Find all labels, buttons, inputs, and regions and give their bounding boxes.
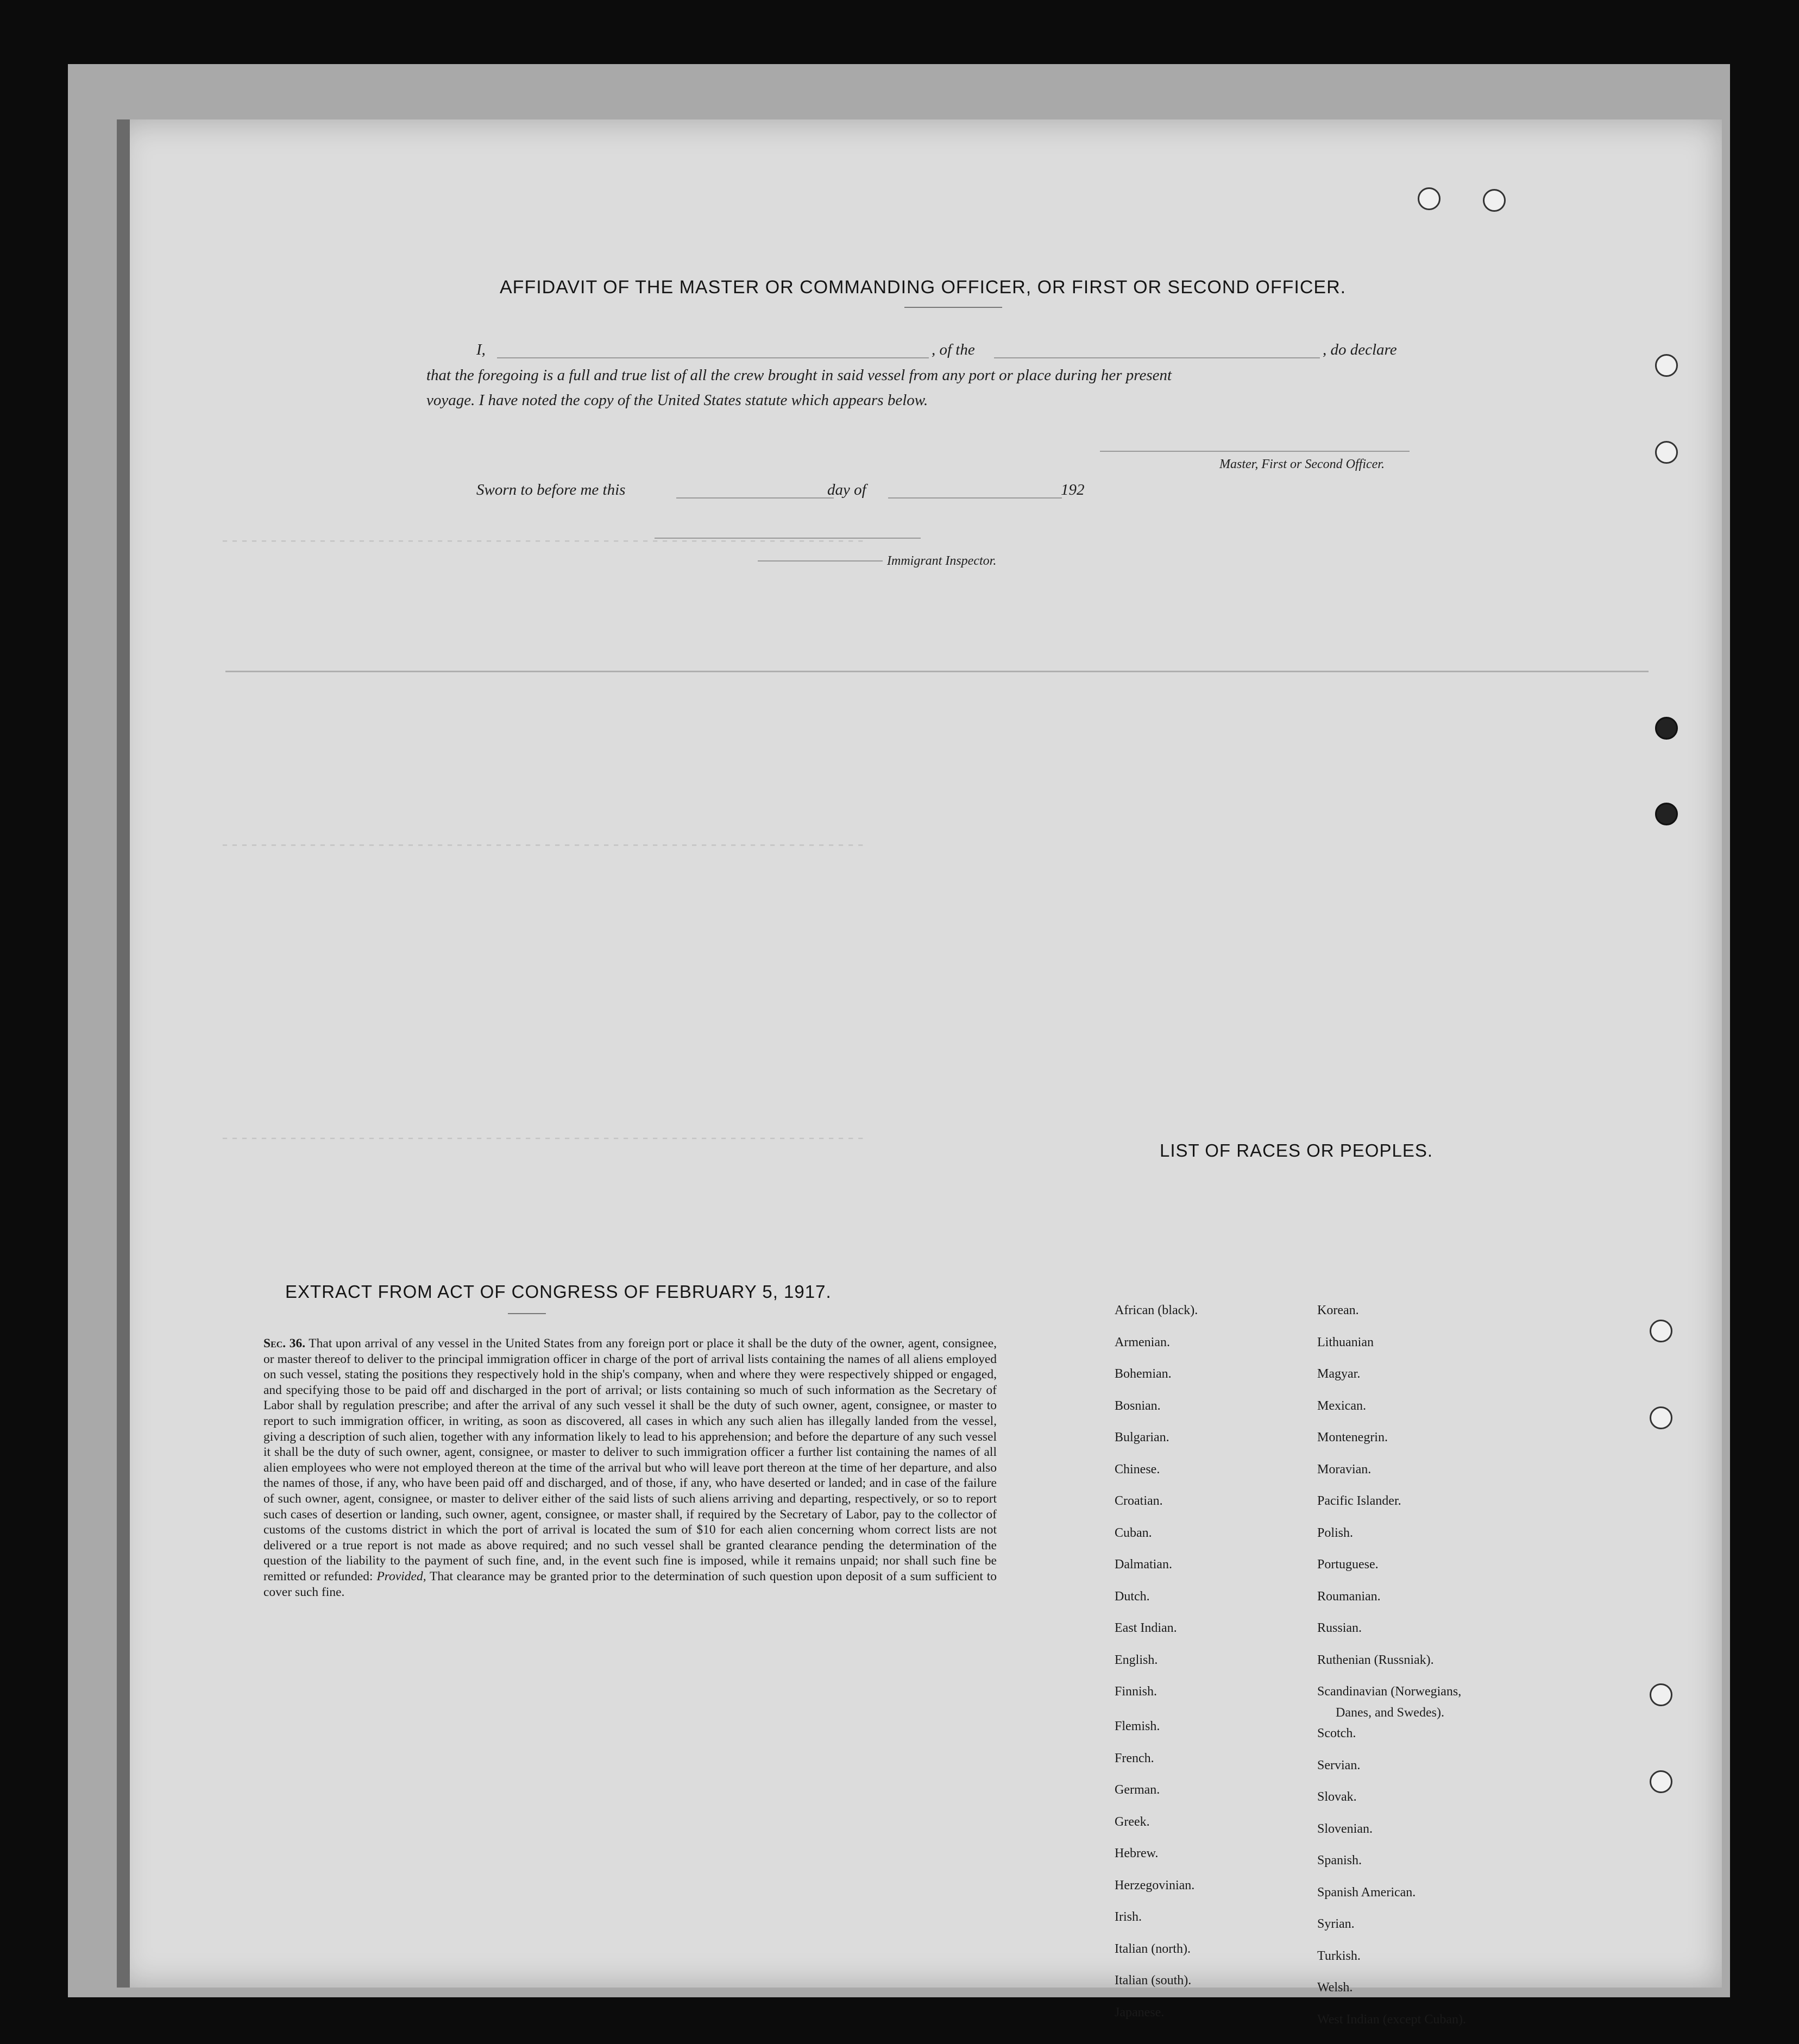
race-item: Hebrew. [1115, 1846, 1198, 1878]
race-item: Flemish. [1115, 1719, 1198, 1751]
race-item: English. [1115, 1653, 1198, 1685]
race-item: Pacific Islander. [1317, 1494, 1466, 1526]
race-item: Slovenian. [1317, 1822, 1466, 1854]
signature-line [1100, 451, 1410, 452]
bleed-through-rule [225, 671, 1649, 672]
title-underline [904, 307, 1002, 308]
act-section-36 [263, 1336, 997, 1600]
affidavit-line-3: voyage. I have noted the copy of the United States statute which appears below. [426, 388, 1437, 413]
punch-hole-icon [1650, 1406, 1672, 1429]
race-item: West Indian (except Cuban). [1317, 2013, 1466, 2044]
affidavit-line-2: that the foregoing is a full and true list of all the crew brought in said vessel from any port or place during her present [426, 363, 1437, 388]
signature-caption: Master, First or Second Officer. [1219, 457, 1385, 472]
races-column-2 [1317, 1303, 1466, 2044]
inspector-caption: Immigrant Inspector. [887, 554, 996, 569]
race-item: Moravian. [1317, 1462, 1466, 1494]
affidavit-i: I, [476, 341, 486, 359]
race-item: Mexican. [1317, 1399, 1466, 1431]
name-blank-line [497, 357, 929, 358]
vessel-blank-line [994, 357, 1320, 358]
section-label: Sec. 36. [263, 1336, 305, 1351]
month-blank-line [888, 497, 1062, 499]
race-item: Dutch. [1115, 1589, 1198, 1622]
races-title: LIST OF RACES OR PEOPLES. [1160, 1140, 1433, 1161]
race-item: Spanish. [1317, 1853, 1466, 1885]
affidavit-of-the: , of the [932, 341, 975, 359]
affidavit-declare: , do declare [1323, 341, 1397, 359]
race-item: Slovak. [1317, 1790, 1466, 1822]
race-item: Spanish American. [1317, 1885, 1466, 1917]
day-of-text: day of [827, 481, 866, 499]
punch-hole-icon [1483, 189, 1506, 212]
race-item: East Indian. [1115, 1621, 1198, 1653]
provided-word: Provided, [376, 1569, 426, 1584]
race-item: Italian (north). [1115, 1942, 1198, 1974]
affidavit-body [426, 363, 1437, 413]
section-body-1: That upon arrival of any vessel in the United States from any foreign port or place it shall be the duty of the owner, agent, consignee, or master thereof to deliver to the principal immigration officer in charge of the port of arrival lists containing the names of all aliens employed on such vessel, stating the positions they respectively hold in the ship's company, when and where they were respectively shipped or engaged, and specifying those to be paid off and discharged in the port of arrival; or lists containing so much of such information as the Secretary of Labor shall by regulation prescribe; and after the arrival of any such vessel it shall be the duty of such owner, agent, consignee, or master to report to such immigration officer, in writing, as soon as discovered, all cases in which any such alien has illegally landed from the vessel, giving a description of such alien, together with any information likely to lead to his apprehension; and before the departure of any such vessel it shall be the duty of such owner, agent, consignee, or master to deliver to such immigration officer a further list containing the names of all alien employees who were not employed thereon at the time of the arrival but who will leave port thereon at the time of her departure, and also the names of those, if any, who have been paid off and discharged, and of those, if any, who have deserted or landed; and in case of the failure of such owner, agent, consignee, or master to deliver either of the said lists of such aliens arriving and departing, respectively, or so to report such cases of desertion or landing, such owner, agent, consignee, or master shall, if required by the Secretary of Labor, pay to the collector of customs of the customs district in which the port of arrival is located the sum of $10 for each alien concerning whom correct lists are not delivered or a true report is not made as above required; and no such vessel shall be granted clearance pending the determination of the question of the liability to the payment of such fine, and, in the event such fine is imposed, while it remains unpaid; nor shall such fine be remitted or refunded: [263, 1336, 997, 1584]
race-item: Portuguese. [1317, 1557, 1466, 1589]
race-item: Polish. [1317, 1526, 1466, 1558]
bleed-through-marks: ------------------------------------------------------------------ [220, 836, 865, 855]
race-item: Croatian. [1115, 1494, 1198, 1526]
extract-title: EXTRACT FROM ACT OF CONGRESS OF FEBRUARY 5, 1917. [285, 1282, 832, 1302]
race-item: Italian (south). [1115, 1973, 1198, 2005]
race-item: French. [1115, 1751, 1198, 1783]
page-edge [117, 119, 130, 1988]
race-item: Finnish. [1115, 1685, 1198, 1719]
race-item: Scotch. [1317, 1726, 1466, 1758]
race-item: Dalmatian. [1115, 1557, 1198, 1589]
year-text: 192 [1061, 481, 1085, 499]
race-item: Russian. [1317, 1621, 1466, 1653]
race-item: Herzegovinian. [1115, 1878, 1198, 1910]
race-item: African (black). [1115, 1303, 1198, 1335]
race-item: Japanese. [1115, 2005, 1198, 2037]
punch-hole-icon [1418, 187, 1441, 210]
section-body-2: That clearance may be granted prior to the determination of such question upon deposit of a sum sufficient to cover such fine. [263, 1569, 997, 1599]
punch-hole-icon [1655, 354, 1678, 377]
races-column-1 [1115, 1303, 1198, 2037]
race-item: Magyar. [1317, 1367, 1466, 1399]
punch-hole-icon [1655, 717, 1678, 740]
race-item: Montenegrin. [1317, 1430, 1466, 1462]
punch-hole-icon [1650, 1770, 1672, 1793]
extract-underline [508, 1313, 546, 1314]
race-item-continued: Danes, and Swedes). [1317, 1706, 1466, 1726]
inspector-line [758, 560, 883, 562]
bleed-through-marks: ------------------------------------------------------------------ [220, 1130, 865, 1148]
race-item: Servian. [1317, 1758, 1466, 1790]
punch-hole-icon [1650, 1683, 1672, 1706]
race-item: Korean. [1317, 1303, 1466, 1335]
race-item: Lithuanian [1317, 1335, 1466, 1367]
race-item: Irish. [1115, 1910, 1198, 1942]
race-item: Armenian. [1115, 1335, 1198, 1367]
race-item: Turkish. [1317, 1949, 1466, 1981]
race-item: Bohemian. [1115, 1367, 1198, 1399]
punch-hole-icon [1655, 803, 1678, 825]
race-item: Cuban. [1115, 1526, 1198, 1558]
race-item: Ruthenian (Russniak). [1317, 1653, 1466, 1685]
race-item: Chinese. [1115, 1462, 1198, 1494]
punch-hole-icon [1655, 441, 1678, 464]
race-item: German. [1115, 1783, 1198, 1815]
bleed-through-marks: ------------------------------------------------------------------ [220, 532, 865, 551]
race-item: Roumanian. [1317, 1589, 1466, 1622]
race-item: Bulgarian. [1115, 1430, 1198, 1462]
race-item: Syrian. [1317, 1917, 1466, 1949]
document-page [117, 119, 1722, 1988]
sworn-text: Sworn to before me this [476, 481, 625, 499]
inspector-line-upper [655, 538, 921, 539]
race-item: Greek. [1115, 1815, 1198, 1847]
punch-hole-icon [1650, 1320, 1672, 1342]
affidavit-title: AFFIDAVIT OF THE MASTER OR COMMANDING OFFICER, OR FIRST OR SECOND OFFICER. [500, 277, 1346, 298]
day-blank-line [676, 497, 834, 499]
race-item: Welsh. [1317, 1980, 1466, 2013]
race-item: Scandinavian (Norwegians, [1317, 1685, 1466, 1706]
race-item: Bosnian. [1115, 1399, 1198, 1431]
